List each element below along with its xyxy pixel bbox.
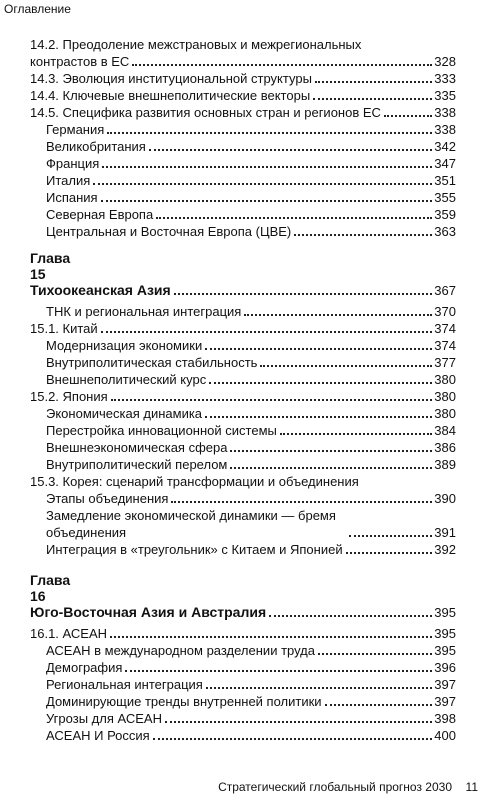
dot-leader bbox=[101, 200, 433, 202]
toc-page: 367 bbox=[434, 283, 456, 298]
toc-entry-16-1[interactable] bbox=[30, 625, 456, 642]
toc-subentry[interactable] bbox=[30, 354, 456, 371]
toc-page: 374 bbox=[434, 321, 456, 336]
toc-entry-15-2[interactable] bbox=[30, 388, 456, 405]
toc-page: 338 bbox=[434, 105, 456, 120]
toc-entry-14-5[interactable] bbox=[30, 104, 456, 121]
dot-leader bbox=[156, 217, 432, 219]
toc-page: 391 bbox=[434, 525, 456, 540]
toc-label: АСЕАН в международном разделении труда bbox=[46, 643, 315, 658]
toc-subentry[interactable] bbox=[30, 138, 456, 155]
toc-page: 370 bbox=[434, 304, 456, 319]
dot-leader bbox=[269, 615, 432, 617]
toc-label: Региональная интеграция bbox=[46, 677, 203, 692]
toc-page: 397 bbox=[434, 694, 456, 709]
toc-subentry[interactable] bbox=[30, 223, 456, 240]
toc-label: 14.2. Преодоление межстрановых и межрегиональных bbox=[30, 37, 362, 52]
toc-subentry[interactable] bbox=[30, 507, 456, 541]
toc-label: Внутриполитическая стабильность bbox=[46, 355, 258, 370]
toc-subentry[interactable] bbox=[30, 422, 456, 439]
toc-page: 338 bbox=[434, 122, 456, 137]
toc-page: 395 bbox=[434, 643, 456, 658]
toc-entry-14-3[interactable] bbox=[30, 70, 456, 87]
running-head: Оглавление bbox=[4, 2, 71, 16]
toc-page: 380 bbox=[434, 372, 456, 387]
dot-leader bbox=[174, 293, 433, 295]
toc-entry-14-4[interactable] bbox=[30, 87, 456, 104]
chapter-word: Глава bbox=[30, 572, 71, 588]
toc-subentry[interactable] bbox=[30, 710, 456, 727]
dot-leader bbox=[205, 416, 432, 418]
dot-leader bbox=[244, 314, 432, 316]
dot-leader bbox=[313, 98, 432, 100]
table-of-contents bbox=[30, 36, 456, 744]
toc-label: Внешнеполитический курс bbox=[46, 372, 207, 387]
dot-leader bbox=[101, 331, 433, 333]
toc-label: Внутриполитический перелом bbox=[46, 457, 228, 472]
chapter-title-15[interactable] bbox=[30, 282, 456, 299]
toc-subentry[interactable] bbox=[30, 642, 456, 659]
toc-page: 359 bbox=[434, 207, 456, 222]
toc-label: Великобритания bbox=[46, 139, 146, 154]
toc-subentry[interactable] bbox=[30, 371, 456, 388]
toc-page: 389 bbox=[434, 457, 456, 472]
dot-leader bbox=[205, 348, 432, 350]
chapter-word: Глава bbox=[30, 250, 71, 266]
dot-leader bbox=[349, 535, 432, 537]
toc-page: 398 bbox=[434, 711, 456, 726]
dot-leader bbox=[165, 721, 432, 723]
toc-label: 15.3. Корея: сценарий трансформации и объединения bbox=[30, 474, 359, 489]
dot-leader bbox=[149, 149, 432, 151]
toc-subentry[interactable] bbox=[30, 189, 456, 206]
toc-subentry[interactable] bbox=[30, 337, 456, 354]
toc-page: 328 bbox=[434, 54, 456, 69]
toc-page: 395 bbox=[434, 626, 456, 641]
toc-page: 397 bbox=[434, 677, 456, 692]
toc-entry-15-3[interactable] bbox=[30, 473, 456, 490]
toc-label: Германия bbox=[46, 122, 105, 137]
toc-entry-14-2-cont[interactable] bbox=[30, 53, 456, 70]
toc-page: 380 bbox=[434, 389, 456, 404]
toc-subentry[interactable] bbox=[30, 490, 456, 507]
toc-label: Угрозы для АСЕАН bbox=[46, 711, 162, 726]
chapter-number: 15 bbox=[30, 266, 46, 282]
toc-page: 335 bbox=[434, 88, 456, 103]
toc-label: Испания bbox=[46, 190, 98, 205]
dot-leader bbox=[318, 653, 432, 655]
dot-leader bbox=[132, 64, 432, 66]
toc-entry-intro[interactable] bbox=[30, 303, 456, 320]
dot-leader bbox=[171, 501, 432, 503]
toc-entry-15-1[interactable] bbox=[30, 320, 456, 337]
toc-subentry[interactable] bbox=[30, 727, 456, 744]
page-number: 11 bbox=[465, 780, 478, 794]
chapter-title-16[interactable] bbox=[30, 604, 456, 621]
dot-leader bbox=[102, 166, 432, 168]
toc-page: 392 bbox=[434, 542, 456, 557]
dot-leader bbox=[125, 670, 432, 672]
dot-leader bbox=[107, 132, 432, 134]
dot-leader bbox=[315, 81, 432, 83]
toc-label: Модернизация экономики bbox=[46, 338, 203, 353]
toc-label: 14.4. Ключевые внешнеполитические векторы bbox=[30, 88, 311, 103]
dot-leader bbox=[111, 399, 433, 401]
dot-leader bbox=[346, 552, 433, 554]
toc-label: Демография bbox=[46, 660, 123, 675]
toc-page: 363 bbox=[434, 224, 456, 239]
dot-leader bbox=[93, 183, 432, 185]
toc-page: 374 bbox=[434, 338, 456, 353]
toc-page: 395 bbox=[434, 605, 456, 620]
toc-label: Интеграция в «треугольник» с Китаем и Японией bbox=[46, 542, 343, 557]
dot-leader bbox=[230, 467, 432, 469]
chapter-number: 16 bbox=[30, 588, 46, 604]
toc-page: 351 bbox=[434, 173, 456, 188]
toc-label: контрастов в ЕС bbox=[30, 54, 130, 69]
toc-label: Перестройка инновационной системы bbox=[46, 423, 277, 438]
dot-leader bbox=[209, 382, 432, 384]
toc-entry-14-2[interactable] bbox=[30, 36, 456, 53]
toc-subentry[interactable] bbox=[30, 172, 456, 189]
footer-title: Стратегический глобальный прогноз 2030 bbox=[218, 780, 452, 794]
toc-page: 386 bbox=[434, 440, 456, 455]
toc-page: 390 bbox=[434, 491, 456, 506]
toc-subentry[interactable] bbox=[30, 121, 456, 138]
toc-page: 377 bbox=[434, 355, 456, 370]
toc-page: 384 bbox=[434, 423, 456, 438]
dot-leader bbox=[230, 450, 432, 452]
toc-label: 15.2. Япония bbox=[30, 389, 108, 404]
toc-label: 16.1. АСЕАН bbox=[30, 626, 108, 641]
toc-page: 342 bbox=[434, 139, 456, 154]
toc-label: Этапы объединения bbox=[46, 491, 169, 506]
toc-label: Доминирующие тренды внутренней политики bbox=[46, 694, 322, 709]
dot-leader bbox=[325, 704, 433, 706]
toc-label: Замедление экономической динамики — бремя объединения bbox=[46, 508, 336, 540]
toc-subentry[interactable] bbox=[30, 439, 456, 456]
toc-subentry[interactable] bbox=[30, 155, 456, 172]
toc-label: 14.3. Эволюция институциональной структуры bbox=[30, 71, 312, 86]
dot-leader bbox=[206, 687, 432, 689]
toc-label: ТНК и региональная интеграция bbox=[46, 304, 242, 319]
dot-leader bbox=[280, 433, 432, 435]
toc-label: АСЕАН И Россия bbox=[46, 728, 150, 743]
toc-label: Италия bbox=[46, 173, 91, 188]
toc-page: 380 bbox=[434, 406, 456, 421]
toc-subentry[interactable] bbox=[30, 659, 456, 676]
toc-subentry[interactable] bbox=[30, 541, 456, 558]
toc-label: Франция bbox=[46, 156, 100, 171]
toc-page: 347 bbox=[434, 156, 456, 171]
toc-page: 333 bbox=[434, 71, 456, 86]
chapter-title: Тихоокеанская Азия bbox=[30, 282, 171, 298]
dot-leader bbox=[384, 115, 432, 117]
toc-label: Экономическая динамика bbox=[46, 406, 203, 421]
toc-subentry[interactable] bbox=[30, 456, 456, 473]
toc-subentry[interactable] bbox=[30, 676, 456, 693]
toc-label: Центральная и Восточная Европа (ЦВЕ) bbox=[46, 224, 292, 239]
toc-page: 400 bbox=[434, 728, 456, 743]
dot-leader bbox=[110, 636, 432, 638]
toc-subentry[interactable] bbox=[30, 405, 456, 422]
chapter-title: Юго-Восточная Азия и Австралия bbox=[30, 604, 267, 620]
dot-leader bbox=[260, 365, 432, 367]
toc-label: Внешнеэкономическая сфера bbox=[46, 440, 228, 455]
toc-label: Северная Европа bbox=[46, 207, 154, 222]
toc-subentry[interactable] bbox=[30, 693, 456, 710]
toc-page: 396 bbox=[434, 660, 456, 675]
toc-label: 15.1. Китай bbox=[30, 321, 98, 336]
dot-leader bbox=[294, 234, 432, 236]
toc-label: 14.5. Специфика развития основных стран и регионов ЕС bbox=[30, 105, 381, 120]
dot-leader bbox=[153, 738, 433, 740]
toc-page: 355 bbox=[434, 190, 456, 205]
toc-subentry[interactable] bbox=[30, 206, 456, 223]
